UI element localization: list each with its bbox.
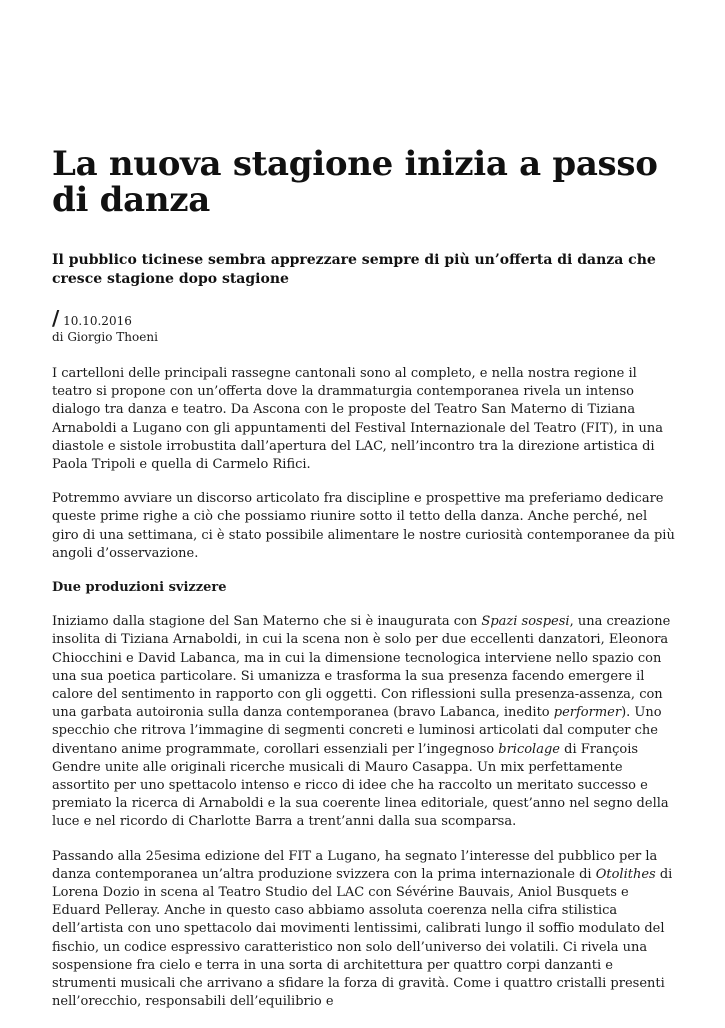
section-heading: Due produzioni svizzere (52, 580, 227, 596)
paragraph-2: Potremmo avviare un discorso articolato fra discipline e prospettive ma preferiamo dedicare queste prime righe a ciò che possiamo riunire sotto il tetto della danza. Anche perché, nel giro di una settimana, ci è stato possibile alimentare le nostre curiosità contemporanee da più angoli d’osservazione. (52, 491, 675, 561)
article-date: 10.10.2016 (63, 314, 132, 328)
p4-title-otolithes: Otolithes (595, 866, 656, 882)
p3-text-a: Iniziamo dalla stagione del San Materno che si è inaugurata con (52, 614, 482, 630)
p3-text-g: di François Gendre unite alle originali ricerche musicali di Mauro Casappa. Un mix perfettamente assortito per uno spettacolo intenso e ricco di idee che ha raccolto un meritato successo e premiato la ricerca di Arnaboldi e la sua coerente linea editoriale, quest’anno nel segno della luce e nel ricordo di Charlotte Barra a trent’anni dalla sua scomparsa. (52, 741, 669, 830)
p4-text-c: di Lorena Dozio in scena al Teatro Studio del LAC con Sévérine Bauvais, Aniol Busquets e Eduard Pelleray. Anche in questo caso abbiamo assoluta coerenza nella cifra stilistica dell’artista con uno spettacolo dai movimenti lentissimi, calibrati lungo il soffio modulato del fischio, un codice espressivo caratteristico non solo dell’universo dei volatili. Ci rivela una sospensione fra cielo e terra in una sorta di architettura per quattro corpi danzanti e strumenti musicali che arrivano a sfidare la forza di gravità. Come i quattro cristalli presenti nell’orecchio, responsabili dell’equilibrio e (52, 866, 673, 1010)
p4-text-a: Passando alla 25esima edizione del FIT a Lugano, ha segnato l’interesse del pubblico per la danza contemporanea un’altra produzione svizzera con la prima internazionale di (52, 848, 658, 882)
slash-mark: / (52, 306, 60, 330)
date-line (52, 306, 677, 330)
paragraph-4 (52, 848, 677, 1012)
article-title: La nuova stagione inizia a passo di danza (52, 144, 658, 220)
article (52, 146, 677, 1028)
paragraph-1: I cartelloni delle principali rassegne cantonali sono al completo, e nella nostra regione il teatro si propone con un’offerta dove la drammaturgia contemporanea rivela un intenso dialogo tra danza e teatro. Da Ascona con le proposte del Teatro San Materno di Tiziana Arnaboldi a Lugano con gli appuntamenti del Festival Internazionale del Teatro (FIT), in una diastole e sistole irrobustita dall’apertura del LAC, nell’incontro tra la direzione artistica di Paola Tripoli e quella di Carmelo Rifici. (52, 366, 663, 473)
article-meta (52, 306, 677, 345)
p3-term-bricolage: bricolage (498, 741, 560, 757)
p3-title-spazi-sospesi: Spazi sospesi (481, 614, 570, 630)
p3-term-performer: performer (553, 705, 622, 721)
article-subtitle: Il pubblico ticinese sembra apprezzare sempre di più un’offerta di danza che cresce stagione dopo stagione (52, 252, 656, 287)
p3-text-c: , una creazione insolita di Tiziana Arnaboldi, in cui la scena non è solo per due eccellenti danzatori, Eleonora Chiocchini e David Labanca, ma in cui la dimensione tecnologica interviene nello spazio con una sua poetica particolare. Si umanizza e trasforma la sua presenza facendo emergere il calore del sentimento in rapporto con gli oggetti. Con riflessioni sulla presenza-assenza, con una garbata autoironia sulla danza contemporanea (bravo Labanca, inedito (52, 614, 671, 721)
article-body (52, 365, 677, 1012)
article-author: di Giorgio Thoeni (52, 330, 158, 344)
paragraph-3 (52, 613, 677, 831)
p3-text-e: ). Uno specchio che ritrova l’immagine di segmenti concreti e luminosi articolati dal computer che diventano anime programmate, corollari essenziali per l’ingegnoso (52, 705, 662, 757)
